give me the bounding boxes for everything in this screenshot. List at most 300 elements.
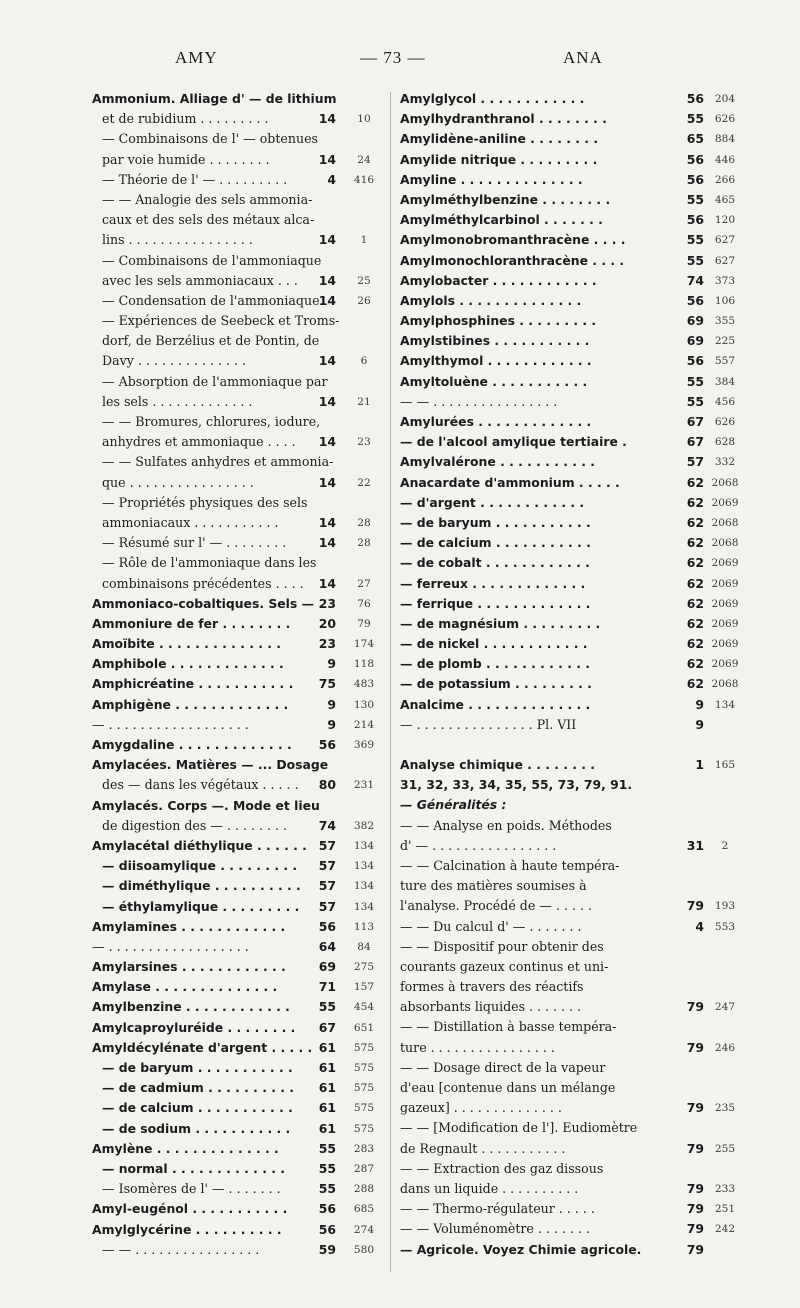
entry-volume: 56 xyxy=(686,353,704,369)
entry-text: anhydres et ammoniaque . . . . xyxy=(102,434,296,450)
entry-text: ture des matières soumises à xyxy=(400,878,587,894)
entry-text: Amylhydranthranol . . . . . . . . xyxy=(400,111,607,127)
entry-text: Amylvalérone . . . . . . . . . . . xyxy=(400,454,595,470)
index-entry xyxy=(92,574,384,594)
entry-text: — d'argent . . . . . . . . . . . . xyxy=(400,494,585,510)
entry-volume: 14 xyxy=(318,272,336,288)
entry-column: 225 xyxy=(714,335,736,348)
entry-text: — normal . . . . . . . . . . . . . xyxy=(102,1160,285,1176)
entry-column: 373 xyxy=(714,274,736,287)
entry-text: Amylstibines . . . . . . . . . . . xyxy=(400,333,590,349)
entry-text: Amylurées . . . . . . . . . . . . . xyxy=(400,414,592,429)
entry-column: 2068 xyxy=(711,537,739,550)
entry-text: — Condensation de l'ammoniaque. xyxy=(102,292,324,308)
entry-column: 288 xyxy=(353,1183,375,1196)
entry-text: — de sodium . . . . . . . . . . . xyxy=(102,1120,291,1136)
entry-text: des — dans les végétaux . . . . . xyxy=(102,777,299,793)
entry-column: 382 xyxy=(353,819,375,832)
entry-text: Amylobacter . . . . . . . . . . . . xyxy=(400,272,597,288)
entry-volume: 62 xyxy=(686,595,704,611)
index-entry xyxy=(400,291,745,311)
entry-volume: 56 xyxy=(686,151,704,167)
entry-volume: 57 xyxy=(686,454,704,470)
index-entry xyxy=(92,1098,384,1118)
index-entry xyxy=(400,493,745,513)
entry-text: l'analyse. Procédé de — . . . . . xyxy=(400,898,592,914)
index-entry xyxy=(92,755,384,775)
index-entry xyxy=(400,311,745,331)
entry-volume: 55 xyxy=(318,1181,336,1197)
entry-text: Amphigène . . . . . . . . . . . . . xyxy=(92,696,289,712)
entry-text: caux et des sels des métaux alca- xyxy=(102,212,315,228)
index-entry xyxy=(92,836,384,856)
entry-text: — de nickel . . . . . . . . . . . . xyxy=(400,636,588,652)
entry-text: courants gazeux continus et uni- xyxy=(400,958,609,974)
entry-text: — de cobalt . . . . . . . . . . . . xyxy=(400,555,590,571)
entry-text: Anacardate d'ammonium . . . . . xyxy=(400,474,620,490)
entry-text: Amylase . . . . . . . . . . . . . . xyxy=(92,979,278,995)
entry-text: Amylmonobromanthracène . . . . xyxy=(400,232,626,248)
entry-volume: 79 xyxy=(686,1180,704,1196)
entry-column: 2069 xyxy=(711,597,739,610)
entry-text: — . . . . . . . . . . . . . . . . . . xyxy=(92,938,249,954)
index-entry xyxy=(92,674,384,694)
index-entry xyxy=(400,816,745,836)
entry-text: — — Dispositif pour obtenir des xyxy=(400,938,604,954)
entry-volume: 79 xyxy=(686,1039,704,1055)
index-entry xyxy=(92,735,384,755)
entry-column: 575 xyxy=(353,1041,375,1054)
entry-column: 134 xyxy=(353,860,375,873)
entry-column: 26 xyxy=(357,294,371,307)
entry-column: 247 xyxy=(714,1001,736,1014)
entry-column: 246 xyxy=(714,1041,736,1054)
index-entry xyxy=(400,210,745,230)
index-entry xyxy=(92,715,384,735)
entry-column: 242 xyxy=(714,1223,736,1236)
entry-text: Amylthymol . . . . . . . . . . . . xyxy=(400,353,592,369)
entry-volume: 56 xyxy=(318,1201,336,1217)
index-entry xyxy=(400,896,745,916)
entry-text: Amylmonochloranthracène . . . . xyxy=(400,252,625,268)
entry-column: 580 xyxy=(353,1243,375,1256)
entry-volume: 14 xyxy=(318,353,336,369)
entry-text: Amylamines . . . . . . . . . . . . xyxy=(92,918,286,934)
entry-volume: 14 xyxy=(318,474,336,490)
column-divider xyxy=(390,92,391,1272)
index-entry xyxy=(400,674,745,694)
index-entry xyxy=(92,856,384,876)
index-entry xyxy=(400,836,745,856)
entry-column: 255 xyxy=(714,1142,736,1155)
entry-volume: 55 xyxy=(686,232,704,248)
index-entry xyxy=(400,957,745,977)
entry-text: 31, 32, 33, 34, 35, 55, 73, 79, 91. xyxy=(400,777,633,793)
entry-column: 120 xyxy=(714,214,736,227)
entry-text: — Combinaisons de l' — obtenues xyxy=(102,131,319,147)
entry-text: Amylcaproyluréide . . . . . . . . xyxy=(92,1019,296,1035)
index-entry xyxy=(400,1058,745,1078)
entry-text: — — Voluménomètre . . . . . . . xyxy=(400,1221,590,1237)
index-entry xyxy=(400,1017,745,1037)
index-entry xyxy=(400,533,745,553)
entry-text: — Expériences de Seebeck et Troms- xyxy=(102,313,340,329)
entry-volume: 62 xyxy=(686,535,704,551)
index-entry xyxy=(92,372,384,392)
entry-text: — Généralités : xyxy=(400,797,507,813)
entry-column: 628 xyxy=(714,436,736,449)
index-entry xyxy=(92,1240,384,1260)
entry-text: — Résumé sur l' — . . . . . . . . xyxy=(102,535,287,551)
entry-volume: 62 xyxy=(686,656,704,672)
entry-volume: 62 xyxy=(686,615,704,631)
entry-gap xyxy=(400,735,745,755)
entry-text: — — Dosage direct de la vapeur xyxy=(400,1059,606,1075)
entry-text: Amylméthylcarbinol . . . . . . . xyxy=(400,212,603,228)
entry-column: 231 xyxy=(353,779,375,792)
entry-column: 235 xyxy=(714,1102,736,1115)
entry-column: 214 xyxy=(353,718,375,731)
entry-column: 2068 xyxy=(711,516,739,529)
entry-volume: 79 xyxy=(686,1100,704,1116)
index-entry xyxy=(92,271,384,291)
entry-column: 626 xyxy=(714,416,736,428)
entry-volume: 56 xyxy=(318,918,336,934)
entry-text: par voie humide . . . . . . . . xyxy=(102,151,270,167)
running-header xyxy=(0,48,800,78)
entry-volume: 79 xyxy=(686,898,704,914)
index-entry xyxy=(400,1240,745,1260)
entry-column: 274 xyxy=(353,1223,375,1236)
index-entry xyxy=(92,311,384,331)
index-entry xyxy=(92,1199,384,1219)
index-entry xyxy=(400,715,745,735)
entry-text: Amylglycol . . . . . . . . . . . . xyxy=(400,91,585,106)
entry-column: 627 xyxy=(714,234,736,247)
entry-volume: 31 xyxy=(686,837,704,853)
entry-column: 332 xyxy=(714,456,736,469)
entry-column: 134 xyxy=(353,900,375,913)
entry-volume: 56 xyxy=(318,1221,336,1237)
entry-volume: 14 xyxy=(318,111,336,127)
entry-column: 465 xyxy=(714,193,736,206)
entry-volume: 9 xyxy=(327,656,336,672)
entry-text: Amyl-eugénol . . . . . . . . . . . xyxy=(92,1201,288,1217)
entry-volume: 62 xyxy=(686,555,704,571)
entry-column: 456 xyxy=(714,395,736,408)
index-entry xyxy=(400,129,745,149)
index-entry xyxy=(400,1199,745,1219)
entry-text: — — Extraction des gaz dissous xyxy=(400,1160,604,1176)
index-entry xyxy=(92,291,384,311)
index-entry xyxy=(92,695,384,715)
entry-column: 84 xyxy=(357,940,371,953)
entry-column: 134 xyxy=(714,698,736,711)
index-entry xyxy=(400,553,745,573)
entry-column: 24 xyxy=(357,153,371,166)
entry-text: — de baryum . . . . . . . . . . . xyxy=(400,514,591,530)
entry-column: 22 xyxy=(357,476,371,489)
entry-text: Amylène . . . . . . . . . . . . . . xyxy=(92,1140,279,1156)
entry-text: Ammoniure de fer . . . . . . . . xyxy=(92,615,291,631)
index-entry xyxy=(92,594,384,614)
entry-volume: 57 xyxy=(318,878,336,894)
index-entry xyxy=(92,917,384,937)
entry-column: 369 xyxy=(353,739,375,751)
entry-volume: 14 xyxy=(318,292,336,308)
entry-volume: 61 xyxy=(318,1120,336,1136)
entry-text: de Regnault . . . . . . . . . . . xyxy=(400,1140,566,1156)
index-entry xyxy=(400,755,745,775)
index-entry xyxy=(92,654,384,674)
entry-volume: 61 xyxy=(318,1100,336,1116)
entry-column: 134 xyxy=(353,839,375,852)
entry-text: Amylacétal diéthylique . . . . . . xyxy=(92,837,307,853)
index-entry xyxy=(400,150,745,170)
index-entry xyxy=(400,372,745,392)
entry-text: — — Du calcul d' — . . . . . . . xyxy=(400,918,582,934)
index-entry xyxy=(92,897,384,917)
entry-text: Amyldécylénate d'argent . . . . . xyxy=(92,1039,313,1055)
entry-text: — Propriétés physiques des sels xyxy=(102,494,308,510)
index-entry xyxy=(92,351,384,371)
index-entry xyxy=(400,452,745,472)
entry-column: 575 xyxy=(353,1082,375,1095)
entry-text: — Isomères de l' — . . . . . . . xyxy=(102,1181,281,1197)
entry-volume: 55 xyxy=(686,191,704,207)
entry-text: — Théorie de l' — . . . . . . . . . xyxy=(102,171,288,187)
entry-volume: 4 xyxy=(695,918,704,934)
entry-column: 174 xyxy=(353,638,375,651)
entry-text: — diisoamylique . . . . . . . . . xyxy=(102,858,298,874)
entry-volume: 79 xyxy=(686,1221,704,1237)
index-entry xyxy=(400,1139,745,1159)
entry-volume: 67 xyxy=(686,434,704,450)
entry-volume: 14 xyxy=(318,514,336,530)
index-entry xyxy=(92,331,384,351)
index-entry xyxy=(400,856,745,876)
entry-text: — de magnésium . . . . . . . . . xyxy=(400,615,601,631)
header-right: ANA xyxy=(563,48,603,67)
entry-volume: 79 xyxy=(686,1201,704,1217)
entry-volume: 57 xyxy=(318,858,336,874)
entry-volume: 61 xyxy=(318,1039,336,1055)
entry-volume: 57 xyxy=(318,837,336,853)
entry-column: 6 xyxy=(360,355,368,368)
index-entry xyxy=(400,351,745,371)
entry-column: 193 xyxy=(714,900,736,913)
entry-column: 627 xyxy=(714,254,736,267)
index-entry xyxy=(400,654,745,674)
entry-column: 134 xyxy=(353,880,375,893)
index-entry xyxy=(400,1038,745,1058)
index-entry xyxy=(92,129,384,149)
entry-volume: 57 xyxy=(318,898,336,914)
index-entry xyxy=(400,1179,745,1199)
entry-volume: 62 xyxy=(686,575,704,591)
entry-text: Amoïbite . . . . . . . . . . . . . . xyxy=(92,636,281,652)
entry-text: — . . . . . . . . . . . . . . . . . . xyxy=(92,716,249,732)
entry-volume: 62 xyxy=(686,474,704,490)
right-index-column xyxy=(400,89,745,1260)
entry-column: 106 xyxy=(714,294,736,307)
entry-text: — de cadmium . . . . . . . . . . xyxy=(102,1080,294,1096)
entry-text: lins . . . . . . . . . . . . . . . . xyxy=(102,232,253,248)
entry-text: Amygdaline . . . . . . . . . . . . . xyxy=(92,737,292,752)
entry-text: Ammonium. Alliage d' — de lithium xyxy=(92,91,337,106)
entry-column: 283 xyxy=(353,1142,375,1155)
entry-text: Amylols . . . . . . . . . . . . . . xyxy=(400,292,582,308)
entry-text: combinaisons précédentes . . . . xyxy=(102,575,304,591)
entry-text: Ammoniaco-cobaltiques. Sels — . xyxy=(92,595,324,611)
index-entry xyxy=(92,1119,384,1139)
index-entry xyxy=(400,513,745,533)
index-entry xyxy=(400,230,745,250)
entry-volume: 20 xyxy=(318,615,336,631)
entry-volume: 61 xyxy=(318,1060,336,1075)
entry-column: 2068 xyxy=(711,678,739,691)
index-entry xyxy=(400,634,745,654)
index-entry xyxy=(400,392,745,412)
index-entry xyxy=(400,432,745,452)
index-entry xyxy=(92,997,384,1017)
index-entry xyxy=(400,574,745,594)
entry-text: absorbants liquides . . . . . . . xyxy=(400,999,582,1015)
header-left: AMY xyxy=(175,48,218,67)
entry-column: 287 xyxy=(353,1162,375,1175)
entry-column: 2069 xyxy=(711,557,739,570)
index-entry xyxy=(92,634,384,654)
entry-volume: 55 xyxy=(686,111,704,127)
entry-volume: 80 xyxy=(318,777,336,793)
index-entry xyxy=(92,1179,384,1199)
entry-volume: 14 xyxy=(318,434,336,450)
entry-column: 446 xyxy=(714,153,736,166)
entry-volume: 75 xyxy=(318,676,336,692)
entry-column: 626 xyxy=(714,113,736,126)
entry-column: 76 xyxy=(357,597,371,610)
index-entry xyxy=(92,1139,384,1159)
entry-volume: 62 xyxy=(686,676,704,692)
entry-volume: 9 xyxy=(327,696,336,712)
entry-text: — de baryum . . . . . . . . . . . xyxy=(102,1060,293,1075)
left-index-column xyxy=(92,89,384,1260)
entry-text: — de calcium . . . . . . . . . . . xyxy=(102,1100,293,1116)
entry-volume: 1 xyxy=(695,757,704,772)
index-entry xyxy=(400,997,745,1017)
entry-text: les sels . . . . . . . . . . . . . xyxy=(102,393,253,409)
entry-text: — Absorption de l'ammoniaque par xyxy=(102,373,328,389)
entry-text: — — Bromures, chlorures, iodure, xyxy=(102,414,321,429)
index-entry xyxy=(92,210,384,230)
entry-column: 1 xyxy=(360,234,368,247)
entry-volume: 14 xyxy=(318,575,336,591)
entry-text: Amylglycérine . . . . . . . . . . xyxy=(92,1221,282,1237)
entry-volume: 4 xyxy=(327,171,336,187)
index-entry xyxy=(92,190,384,210)
entry-volume: 69 xyxy=(686,313,704,329)
entry-column: 2069 xyxy=(711,638,739,651)
entry-column: 157 xyxy=(353,981,375,994)
index-entry xyxy=(400,1078,745,1098)
entry-column: 28 xyxy=(357,537,371,550)
entry-text: — — . . . . . . . . . . . . . . . . xyxy=(102,1241,260,1257)
entry-column: 2069 xyxy=(711,577,739,590)
entry-volume: 79 xyxy=(686,1241,704,1257)
index-entry xyxy=(92,412,384,432)
entry-column: 204 xyxy=(714,93,736,105)
index-entry xyxy=(92,796,384,816)
entry-text: avec les sels ammoniacaux . . . xyxy=(102,272,298,288)
entry-column: 233 xyxy=(714,1182,736,1195)
entry-volume: 67 xyxy=(686,414,704,429)
entry-text: — éthylamylique . . . . . . . . . xyxy=(102,898,300,914)
index-entry xyxy=(400,412,745,432)
index-entry xyxy=(92,89,384,109)
index-entry xyxy=(400,1219,745,1239)
index-entry xyxy=(92,230,384,250)
entry-volume: 9 xyxy=(695,716,704,732)
index-entry xyxy=(92,473,384,493)
entry-column: 10 xyxy=(357,113,371,126)
entry-column: 355 xyxy=(714,315,736,328)
entry-text: — ferrique . . . . . . . . . . . . . xyxy=(400,595,591,611)
entry-volume: 79 xyxy=(686,999,704,1015)
entry-column: 27 xyxy=(357,577,371,590)
index-entry xyxy=(400,695,745,715)
index-entry xyxy=(92,775,384,795)
index-entry xyxy=(92,1078,384,1098)
entry-volume: 14 xyxy=(318,151,336,167)
index-entry xyxy=(92,1159,384,1179)
entry-column: 454 xyxy=(353,1001,375,1014)
index-entry xyxy=(92,553,384,573)
index-entry xyxy=(92,1058,384,1078)
entry-text: Amyltoluène . . . . . . . . . . . xyxy=(400,373,588,389)
entry-volume: 62 xyxy=(686,636,704,652)
entry-text: ammoniacaux . . . . . . . . . . . xyxy=(102,514,279,530)
entry-volume: 14 xyxy=(318,535,336,551)
entry-volume: 14 xyxy=(318,393,336,409)
entry-volume: 65 xyxy=(686,131,704,147)
index-entry xyxy=(92,1220,384,1240)
entry-text: — — Calcination à haute tempéra- xyxy=(400,857,620,873)
entry-volume: 55 xyxy=(686,252,704,268)
index-entry xyxy=(92,452,384,472)
entry-column: 21 xyxy=(357,395,371,408)
entry-column: 275 xyxy=(353,961,375,974)
entry-text: Amphicréatine . . . . . . . . . . . xyxy=(92,676,294,692)
index-entry xyxy=(92,513,384,533)
entry-text: Amylbenzine . . . . . . . . . . . . xyxy=(92,999,290,1015)
index-entry xyxy=(400,170,745,190)
index-entry xyxy=(400,331,745,351)
entry-text: — . . . . . . . . . . . . . . . Pl. VII xyxy=(400,716,577,732)
entry-text: dans un liquide . . . . . . . . . . xyxy=(400,1180,579,1196)
entry-column: 575 xyxy=(353,1102,375,1115)
entry-text: — Rôle de l'ammoniaque dans les xyxy=(102,555,317,571)
entry-column: 118 xyxy=(353,658,375,671)
index-entry xyxy=(92,533,384,553)
entry-volume: 69 xyxy=(318,959,336,975)
entry-volume: 59 xyxy=(318,1241,336,1257)
entry-text: — — Thermo-régulateur . . . . . xyxy=(400,1201,595,1217)
index-entry xyxy=(400,251,745,271)
entry-column: 2 xyxy=(721,839,729,852)
index-entry xyxy=(92,170,384,190)
entry-volume: 23 xyxy=(318,595,336,611)
entry-text: ture . . . . . . . . . . . . . . . . xyxy=(400,1039,555,1055)
